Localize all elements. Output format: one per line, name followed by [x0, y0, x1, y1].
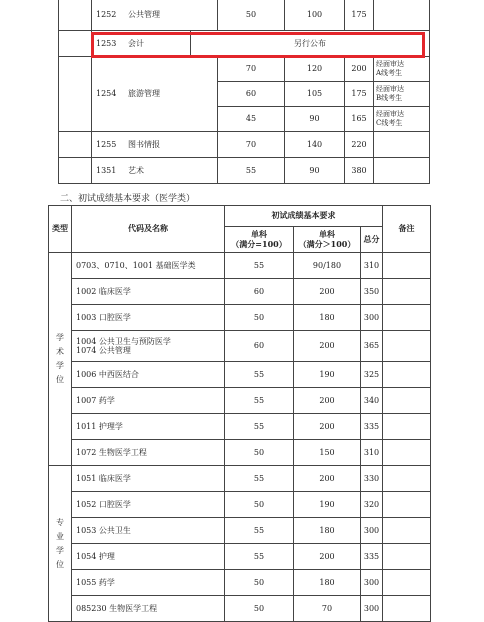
total-score-cell: 320: [361, 492, 383, 518]
degree-type-label: 专 业 学 位: [49, 466, 72, 622]
table-row: [49, 305, 431, 331]
program-code-name: 1053 公共卫生: [72, 518, 225, 544]
table-row: [49, 331, 431, 362]
table-row: [59, 132, 430, 158]
single-score-cell: 55: [225, 414, 294, 440]
table-row-code-name: 1254 旅游管理: [92, 57, 191, 132]
note-cell: [383, 362, 431, 388]
announced-separately-cell: 另行公布: [191, 31, 430, 57]
program-code-name: 1051 临床医学: [72, 466, 225, 492]
program-code-name: 1055 药学: [72, 570, 225, 596]
note-cell: [383, 305, 431, 331]
full-score-cell: 100: [285, 0, 345, 31]
note-cell: [383, 570, 431, 596]
single-score-cell: 55: [225, 253, 294, 279]
total-score-cell: 365: [361, 331, 383, 362]
note-cell: [383, 331, 431, 362]
score-table-continued: [58, 0, 430, 184]
table-row: [49, 279, 431, 305]
table-row: [59, 57, 430, 82]
table-row: [49, 518, 431, 544]
single-score-cell: 50: [225, 440, 294, 466]
full-score-cell: 120: [285, 57, 345, 82]
table-row: [49, 388, 431, 414]
program-code-name: 1054 护理: [72, 544, 225, 570]
header-single-100: 单科 （满分=100）: [225, 227, 294, 253]
degree-type-label: 学 术 学 位: [49, 253, 72, 466]
header-total: 总分: [361, 227, 383, 253]
total-score-cell: 325: [361, 362, 383, 388]
table-row: [49, 440, 431, 466]
table-row-code-name: 1255 图书情报: [92, 132, 191, 158]
full-score-cell: 180: [294, 518, 361, 544]
program-code-name: 085230 生物医学工程: [72, 596, 225, 622]
program-code-name: 1006 中西医结合: [72, 362, 225, 388]
header-single-over-100: 单科 （满分＞100）: [294, 227, 361, 253]
table-row: [49, 492, 431, 518]
single-score-cell: 60: [225, 279, 294, 305]
full-score-cell: 140: [285, 132, 345, 158]
full-score-cell: 180: [294, 305, 361, 331]
table-row: [49, 596, 431, 622]
note-cell: [383, 279, 431, 305]
program-code-name: 1007 药学: [72, 388, 225, 414]
total-score-cell: 350: [361, 279, 383, 305]
single-score-cell: 50: [225, 305, 294, 331]
full-score-cell: 90: [285, 107, 345, 132]
table-row: [49, 570, 431, 596]
table-row-code-name: 1252 公共管理: [92, 0, 191, 31]
single-score-cell: 60: [218, 82, 285, 107]
single-score-cell: 50: [225, 492, 294, 518]
total-score-cell: 310: [361, 253, 383, 279]
full-score-cell: 150: [294, 440, 361, 466]
single-score-cell: 55: [218, 158, 285, 184]
total-score-cell: 330: [361, 466, 383, 492]
header-row: [49, 206, 431, 227]
total-score-cell: 175: [345, 82, 374, 107]
program-code-name: 1003 口腔医学: [72, 305, 225, 331]
table-row-code-name: 1253 会计: [92, 31, 191, 57]
note-cell: [383, 466, 431, 492]
single-score-cell: 50: [218, 0, 285, 31]
header-requirements: 初试成绩基本要求: [225, 206, 383, 227]
header-note: 备注: [383, 206, 431, 253]
note-cell: [374, 0, 430, 31]
program-code-name: 1011 护理学: [72, 414, 225, 440]
single-score-cell: 50: [225, 570, 294, 596]
note-cell: 经面审达 B线考生: [374, 82, 430, 107]
note-cell: [374, 132, 430, 158]
note-cell: [383, 388, 431, 414]
total-score-cell: 300: [361, 518, 383, 544]
total-score-cell: 340: [361, 388, 383, 414]
full-score-cell: 90: [285, 158, 345, 184]
note-cell: [383, 440, 431, 466]
total-score-cell: 335: [361, 544, 383, 570]
full-score-cell: 200: [294, 331, 361, 362]
single-score-cell: 55: [225, 544, 294, 570]
single-score-cell: 55: [225, 518, 294, 544]
note-cell: [383, 596, 431, 622]
total-score-cell: 200: [345, 57, 374, 82]
table-row-blank-cell: [59, 0, 92, 31]
single-score-cell: 70: [218, 57, 285, 82]
single-score-cell: 55: [225, 362, 294, 388]
section-heading: 二、初试成绩基本要求（医学类）: [60, 194, 196, 204]
full-score-cell: 190: [294, 492, 361, 518]
total-score-cell: 300: [361, 570, 383, 596]
note-cell: [383, 492, 431, 518]
full-score-cell: 200: [294, 544, 361, 570]
total-score-cell: 300: [361, 305, 383, 331]
single-score-cell: 55: [225, 388, 294, 414]
table-row: [49, 466, 431, 492]
table-row: [59, 158, 430, 184]
single-score-cell: 45: [218, 107, 285, 132]
total-score-cell: 300: [361, 596, 383, 622]
note-cell: [383, 544, 431, 570]
full-score-cell: 180: [294, 570, 361, 596]
note-cell: [383, 414, 431, 440]
note-cell: 经面审达 A线考生: [374, 57, 430, 82]
full-score-cell: 200: [294, 414, 361, 440]
note-cell: 经面审达 C线考生: [374, 107, 430, 132]
single-score-cell: 60: [225, 331, 294, 362]
single-score-cell: 70: [218, 132, 285, 158]
total-score-cell: 310: [361, 440, 383, 466]
table-row: [49, 253, 431, 279]
single-score-cell: 50: [225, 596, 294, 622]
note-cell: [374, 158, 430, 184]
note-cell: [383, 253, 431, 279]
table-row: [49, 544, 431, 570]
table-row: [59, 31, 430, 57]
total-score-cell: 175: [345, 0, 374, 31]
medical-score-table: [48, 205, 431, 622]
program-code-name: 1052 口腔医学: [72, 492, 225, 518]
table-row: [59, 0, 430, 31]
full-score-cell: 200: [294, 388, 361, 414]
program-code-name: 0703、0710、1001 基础医学类: [72, 253, 225, 279]
full-score-cell: 200: [294, 279, 361, 305]
full-score-cell: 105: [285, 82, 345, 107]
total-score-cell: 165: [345, 107, 374, 132]
header-type: 类型: [49, 206, 72, 253]
program-code-name: 1002 临床医学: [72, 279, 225, 305]
note-cell: [383, 518, 431, 544]
table-row: [49, 414, 431, 440]
single-score-cell: 55: [225, 466, 294, 492]
full-score-cell: 70: [294, 596, 361, 622]
full-score-cell: 90/180: [294, 253, 361, 279]
full-score-cell: 200: [294, 466, 361, 492]
total-score-cell: 380: [345, 158, 374, 184]
table-row: [49, 362, 431, 388]
program-code-name: 1072 生物医学工程: [72, 440, 225, 466]
full-score-cell: 190: [294, 362, 361, 388]
header-code-name: 代码及名称: [72, 206, 225, 253]
total-score-cell: 335: [361, 414, 383, 440]
program-code-name: 1004 公共卫生与预防医学 1074 公共管理: [72, 331, 225, 362]
table-row-code-name: 1351 艺术: [92, 158, 191, 184]
total-score-cell: 220: [345, 132, 374, 158]
